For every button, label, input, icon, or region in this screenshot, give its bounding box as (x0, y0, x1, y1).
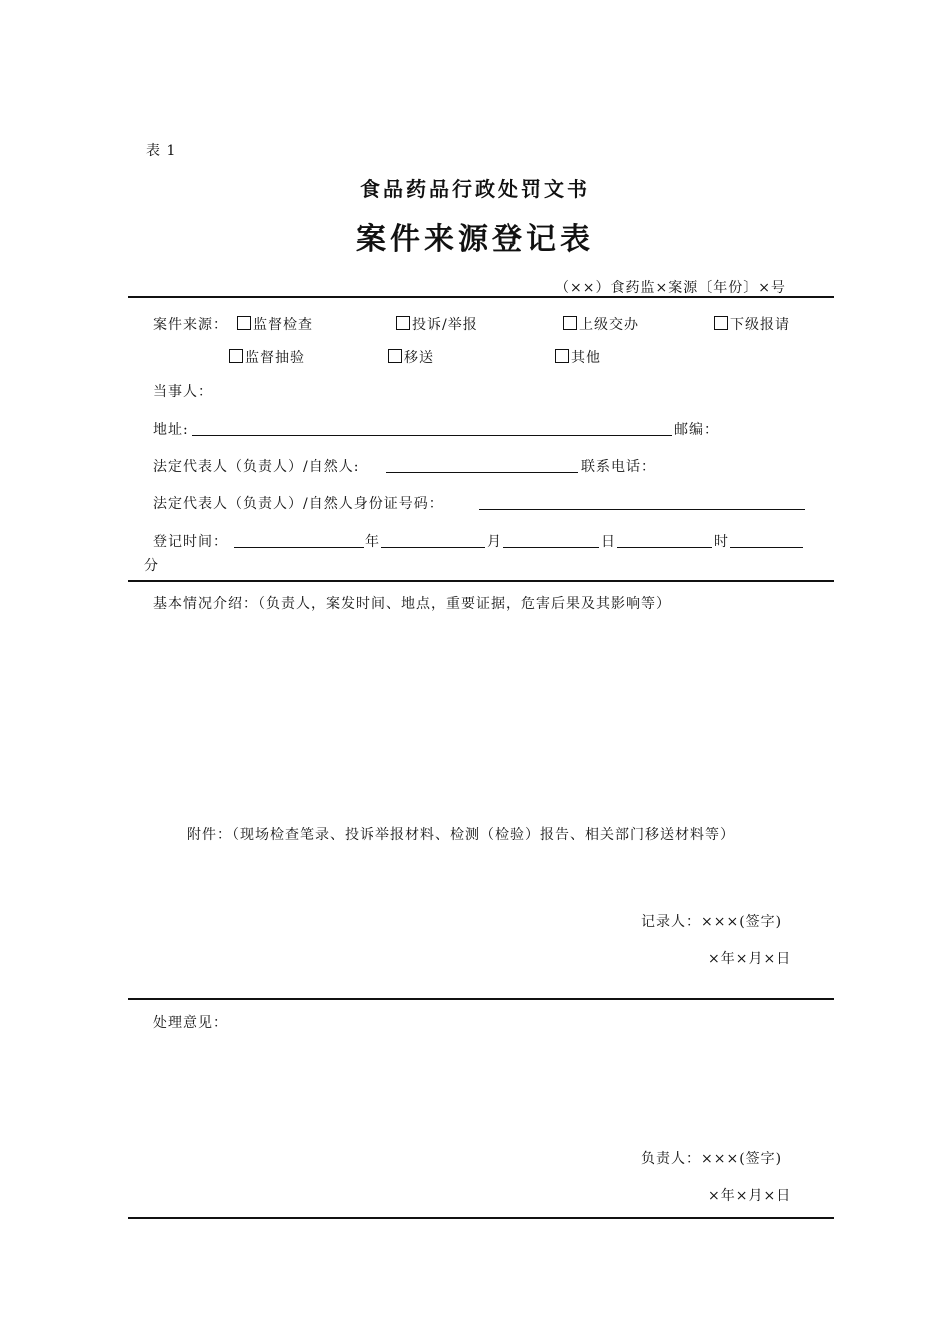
opinion-date: ×年×月×日 (708, 1188, 792, 1204)
case-source-label: 案件来源： (153, 317, 228, 333)
address-field[interactable] (192, 435, 672, 436)
legal-representative-label: 法定代表人（负责人）/自然人: (153, 459, 360, 475)
id-number-label: 法定代表人（负责人）/自然人身份证号码： (153, 496, 444, 512)
month-label: 月 (487, 534, 502, 550)
form-number: 表 1 (146, 143, 177, 159)
checkbox-icon (563, 316, 577, 330)
bottom-rule (128, 1217, 834, 1219)
checkbox-subordinate-request[interactable]: 下级报请 (714, 314, 790, 334)
document-number: （××）食药监×案源〔年份〕×号 (555, 280, 786, 296)
document-category-title: 食品药品行政处罚文书 (360, 177, 590, 201)
basic-situation-label: 基本情况介绍：（负责人，案发时间、地点，重要证据，危害后果及其影响等） (153, 596, 671, 612)
legal-representative-field[interactable] (386, 472, 578, 473)
checkbox-icon (555, 349, 569, 363)
minute-field[interactable] (730, 547, 803, 548)
recorder-signature: 记录人：×××(签字) (641, 914, 783, 930)
top-rule (128, 296, 834, 298)
checkbox-icon (229, 349, 243, 363)
hour-field[interactable] (617, 547, 712, 548)
month-field[interactable] (381, 547, 485, 548)
address-label: 地址: (153, 422, 189, 438)
party-label: 当事人： (153, 384, 213, 400)
attachment-label: 附件：（现场检查笔录、投诉举报材料、检测（检验）报告、相关部门移送材料等） (187, 827, 735, 843)
section-rule-basic (128, 580, 834, 582)
checkbox-icon (237, 316, 251, 330)
hour-label: 时 (714, 534, 729, 550)
checkbox-icon (714, 316, 728, 330)
day-label: 日 (601, 534, 616, 550)
checkbox-supervision-inspection[interactable]: 监督检查 (237, 314, 313, 334)
record-date: ×年×月×日 (708, 951, 792, 967)
day-field[interactable] (503, 547, 599, 548)
checkbox-superior-assigned[interactable]: 上级交办 (563, 314, 639, 334)
checkbox-complaint-report[interactable]: 投诉/举报 (396, 314, 478, 334)
year-field[interactable] (234, 547, 364, 548)
section-rule-opinion (128, 998, 834, 1000)
year-label: 年 (365, 534, 380, 550)
postcode-label: 邮编： (674, 422, 719, 438)
checkbox-transfer[interactable]: 移送 (388, 347, 434, 367)
checkbox-sampling-inspection[interactable]: 监督抽验 (229, 347, 305, 367)
checkbox-icon (388, 349, 402, 363)
id-number-field[interactable] (479, 509, 805, 510)
minute-label: 分 (144, 558, 159, 574)
phone-label: 联系电话： (581, 459, 656, 475)
checkbox-icon (396, 316, 410, 330)
form-title: 案件来源登记表 (356, 222, 594, 257)
responsible-signature: 负责人：×××(签字) (641, 1151, 783, 1167)
handling-opinion-label: 处理意见： (153, 1015, 228, 1031)
registration-time-label: 登记时间： (153, 534, 228, 550)
checkbox-other[interactable]: 其他 (555, 347, 601, 367)
